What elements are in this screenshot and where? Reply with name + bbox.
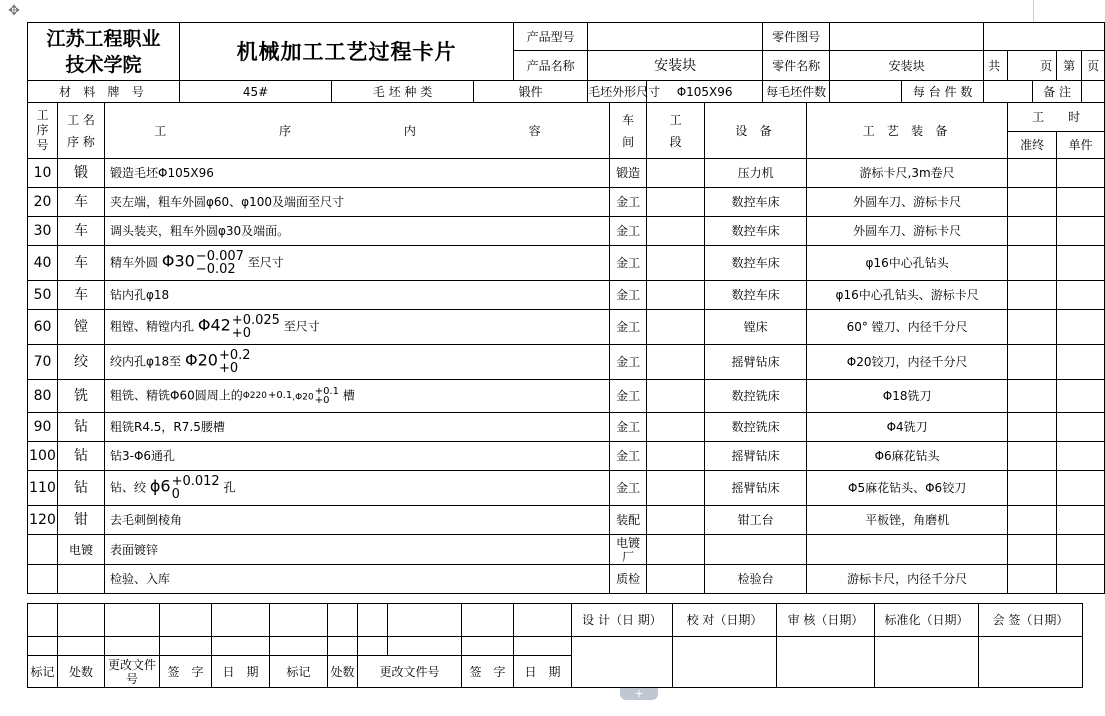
design-date-label: 设 计（日 期） xyxy=(572,604,673,637)
op-tooling: 60° 镗刀、内径千分尺 xyxy=(807,310,1008,345)
op-time-unit[interactable] xyxy=(1057,535,1105,565)
op-section[interactable] xyxy=(647,345,705,380)
op-time-prep[interactable] xyxy=(1008,471,1057,506)
op-section[interactable] xyxy=(647,380,705,413)
blank-dims-label: 毛坯外形尺寸 xyxy=(588,81,647,103)
op-section[interactable] xyxy=(647,413,705,442)
op-content[interactable]: 检验、入库 xyxy=(105,565,610,594)
col-op-no-header xyxy=(28,103,58,159)
op-time-prep[interactable] xyxy=(1008,217,1057,246)
op-content-post: 孔 xyxy=(223,480,236,495)
op-time-unit[interactable] xyxy=(1057,188,1105,217)
op-workshop: 金工 xyxy=(610,345,647,380)
tol-nominal: Φ20 xyxy=(185,350,218,370)
op-name: 车 xyxy=(58,217,105,246)
op-no xyxy=(28,535,58,565)
op-name: 车 xyxy=(58,188,105,217)
part-drawing-no-label: 零件图号 xyxy=(763,23,830,51)
op-equipment: 数控车床 xyxy=(705,217,807,246)
op-workshop: 金工 xyxy=(610,188,647,217)
op-equipment: 数控车床 xyxy=(705,188,807,217)
check-date-label: 校 对（日期） xyxy=(673,604,777,637)
op-content[interactable] xyxy=(105,345,610,380)
op-content[interactable] xyxy=(105,310,610,345)
op-equipment: 数控铣床 xyxy=(705,380,807,413)
op-time-unit[interactable] xyxy=(1057,246,1105,281)
op-time-unit[interactable] xyxy=(1057,281,1105,310)
op-workshop: 锻造 xyxy=(610,159,647,188)
tol-upper: +0.2 xyxy=(218,348,251,363)
col-equipment-header: 设 备 xyxy=(705,103,807,159)
op-section[interactable] xyxy=(647,246,705,281)
op-time-unit[interactable] xyxy=(1057,217,1105,246)
op-workshop: 金工 xyxy=(610,471,647,506)
col-section-header-1: 工 xyxy=(669,112,682,127)
op-tooling: Φ18铣刀 xyxy=(807,380,1008,413)
col-op-no-header-1: 工 xyxy=(36,108,49,122)
pieces-per-machine-value[interactable] xyxy=(984,81,1033,103)
process-card-table xyxy=(27,22,1105,594)
op-equipment: 镗床 xyxy=(705,310,807,345)
op-no: 100 xyxy=(28,442,58,471)
op-workshop: 装配 xyxy=(610,506,647,535)
op-time-prep[interactable] xyxy=(1008,565,1057,594)
op-equipment: 数控车床 xyxy=(705,246,807,281)
date-label: 日 期 xyxy=(212,656,270,688)
op-no: 10 xyxy=(28,159,58,188)
op-tooling: Φ4铣刀 xyxy=(807,413,1008,442)
tol-lower: 0 xyxy=(171,487,180,502)
review-date-label: 审 核（日期） xyxy=(777,604,875,637)
sig-cell[interactable] xyxy=(462,604,514,637)
op-workshop: 金工 xyxy=(610,217,647,246)
pieces-per-blank-label: 每毛坯件数 xyxy=(763,81,830,103)
op-content[interactable]: 粗铣R4.5，R7.5腰槽 xyxy=(105,413,610,442)
op-tooling: Φ6麻花钻头 xyxy=(807,442,1008,471)
col-op-name-header-1: 工 名 xyxy=(67,112,95,127)
op-equipment: 压力机 xyxy=(705,159,807,188)
op-time-prep[interactable] xyxy=(1008,442,1057,471)
total-label: 共 xyxy=(984,51,1008,81)
sig-cell[interactable] xyxy=(212,637,270,656)
op-time-unit[interactable] xyxy=(1057,442,1105,471)
tol-lower: +0 xyxy=(231,326,251,341)
col-time-prep-header: 准终 xyxy=(1008,132,1057,159)
op-content[interactable]: 去毛刺倒棱角 xyxy=(105,506,610,535)
col-workshop-header-1: 车 xyxy=(622,112,635,127)
count-label-2: 处数 xyxy=(328,656,358,688)
op-tooling: 游标卡尺,3m卷尺 xyxy=(807,159,1008,188)
op-content-pre: 绞内孔φ18至 xyxy=(110,354,182,369)
op-name: 镗 xyxy=(58,310,105,345)
check-sign-cell[interactable] xyxy=(673,637,777,688)
op-name: 车 xyxy=(58,246,105,281)
col-section-header-2: 段 xyxy=(669,134,682,149)
op-content-pre: 粗镗、精镗内孔 xyxy=(110,319,195,334)
col-section-header xyxy=(647,103,705,159)
sig-cell[interactable] xyxy=(270,637,328,656)
op-tooling: 外圆车刀、游标卡尺 xyxy=(807,217,1008,246)
tol-upper: −0.007 xyxy=(195,249,244,264)
op-equipment: 数控车床 xyxy=(705,281,807,310)
op-time-prep[interactable] xyxy=(1008,380,1057,413)
table-row xyxy=(28,188,1105,217)
op-name: 铣 xyxy=(58,380,105,413)
tol-nominal: Φ42 xyxy=(197,315,231,335)
op-time-prep[interactable] xyxy=(1008,246,1057,281)
tolerance-dimension xyxy=(198,314,280,340)
sig-cell[interactable] xyxy=(160,604,212,637)
op-content-post: 至尺寸 xyxy=(283,319,320,334)
op-name: 钳 xyxy=(58,506,105,535)
op-workshop: 金工 xyxy=(610,380,647,413)
op-section[interactable] xyxy=(647,535,705,565)
sig-cell[interactable] xyxy=(28,604,58,637)
sig-cell[interactable] xyxy=(388,637,462,656)
col-workshop-header-2: 间 xyxy=(622,134,635,149)
sig-cell[interactable] xyxy=(388,604,462,637)
op-time-prep[interactable] xyxy=(1008,281,1057,310)
table-row xyxy=(28,281,1105,310)
pieces-per-blank-value[interactable] xyxy=(830,81,902,103)
table-row xyxy=(28,535,1105,565)
sig-cell[interactable] xyxy=(328,604,358,637)
op-no: 60 xyxy=(28,310,58,345)
table-row xyxy=(28,159,1105,188)
blank-dims-value[interactable]: Φ105X96 xyxy=(647,81,763,103)
op-tooling: φ16中心孔钻头 xyxy=(807,246,1008,281)
op-name: 绞 xyxy=(58,345,105,380)
op-workshop: 电镀厂 xyxy=(610,535,647,565)
op-time-unit[interactable] xyxy=(1057,565,1105,594)
sig-cell[interactable] xyxy=(160,637,212,656)
tolerance-dimension xyxy=(243,390,293,402)
op-workshop: 金工 xyxy=(610,246,647,281)
table-row xyxy=(28,471,1105,506)
sig-cell[interactable] xyxy=(328,637,358,656)
school-name-line1: 江苏工程职业 xyxy=(46,27,161,50)
op-content-post: 槽 xyxy=(342,388,355,403)
col-op-content-header: 工 序 内 容 xyxy=(105,103,610,159)
op-content[interactable]: 钻内孔φ18 xyxy=(105,281,610,310)
blank-type-label: 毛 坯 种 类 xyxy=(332,81,474,103)
tol-nominal: Φ220 xyxy=(242,391,267,401)
product-model-value[interactable] xyxy=(588,23,763,51)
op-equipment: 摇臂钻床 xyxy=(705,345,807,380)
op-tooling: 平板锉，角磨机 xyxy=(807,506,1008,535)
tol2-upper: +0.1 xyxy=(314,386,339,397)
card-title: 机械加工工艺过程卡片 xyxy=(180,23,514,81)
table-row xyxy=(28,413,1105,442)
op-section[interactable] xyxy=(647,506,705,535)
op-content[interactable]: 锻造毛坯Φ105X96 xyxy=(105,159,610,188)
op-no: 110 xyxy=(28,471,58,506)
school-name-cell xyxy=(28,23,180,81)
tol-lower: +0 xyxy=(218,361,239,376)
op-content-pre: 粗铣、精铣Φ60圆周上的 xyxy=(110,388,243,403)
remark-label: 备 注 xyxy=(1033,81,1082,103)
op-section[interactable] xyxy=(647,565,705,594)
op-time-prep[interactable] xyxy=(1008,535,1057,565)
op-workshop: 金工 xyxy=(610,310,647,345)
sig-cell[interactable] xyxy=(28,637,58,656)
blank-type-value[interactable]: 锻件 xyxy=(474,81,588,103)
op-time-prep[interactable] xyxy=(1008,345,1057,380)
table-row xyxy=(28,442,1105,471)
op-content[interactable] xyxy=(105,380,610,413)
tolerance-dimension-2 xyxy=(314,387,339,405)
op-time-unit[interactable] xyxy=(1057,413,1105,442)
op-time-prep[interactable] xyxy=(1008,413,1057,442)
tol-upper: +0.012 xyxy=(171,474,220,489)
tolerance-dimension xyxy=(162,250,244,276)
sig-cell[interactable] xyxy=(514,604,572,637)
tol-lower: −0.02 xyxy=(195,262,236,277)
op-equipment: 数控铣床 xyxy=(705,413,807,442)
tol-nominal: ϕ6 xyxy=(149,476,171,496)
op-name: 钻 xyxy=(58,413,105,442)
count-label: 处数 xyxy=(58,656,105,688)
op-time-unit[interactable] xyxy=(1057,506,1105,535)
col-workshop-header xyxy=(610,103,647,159)
op-tooling: Φ20铰刀，内径千分尺 xyxy=(807,345,1008,380)
sig-cell[interactable] xyxy=(58,637,105,656)
tolerance-dimension xyxy=(150,475,220,501)
current-page-label[interactable]: 页 xyxy=(1082,51,1105,81)
op-section[interactable] xyxy=(647,188,705,217)
op-time-prep[interactable] xyxy=(1008,506,1057,535)
sig-cell[interactable] xyxy=(105,637,160,656)
op-content[interactable]: 表面镀锌 xyxy=(105,535,610,565)
change-doc-label: 更改文件号 xyxy=(105,656,160,688)
op-content[interactable]: 夹左端，粗车外圆φ60、φ100及端面至尺寸 xyxy=(105,188,610,217)
mark-label-2: 标记 xyxy=(270,656,328,688)
sig-cell[interactable] xyxy=(58,604,105,637)
op-equipment: 钳工台 xyxy=(705,506,807,535)
op-no: 20 xyxy=(28,188,58,217)
col-op-name-header-2: 序 称 xyxy=(67,134,95,149)
op-equipment: 摇臂钻床 xyxy=(705,471,807,506)
op-time-prep[interactable] xyxy=(1008,188,1057,217)
op-name: 钻 xyxy=(58,442,105,471)
part-name-label: 零件名称 xyxy=(763,51,830,81)
table-row xyxy=(28,246,1105,281)
op-equipment xyxy=(705,535,807,565)
tolerance-dimension xyxy=(185,349,251,375)
sheet-label: 第 xyxy=(1057,51,1082,81)
op-section[interactable] xyxy=(647,159,705,188)
part-drawing-no-value[interactable] xyxy=(830,23,984,51)
op-time-unit[interactable] xyxy=(1057,345,1105,380)
sig-cell[interactable] xyxy=(212,604,270,637)
remark-value[interactable] xyxy=(1082,81,1105,103)
op-equipment: 检验台 xyxy=(705,565,807,594)
op-content[interactable]: 调头装夹，粗车外圆φ30及端面。 xyxy=(105,217,610,246)
school-name-line2: 技术学院 xyxy=(65,53,142,76)
op-no: 40 xyxy=(28,246,58,281)
tol2-lower: +0 xyxy=(314,395,330,406)
table-row xyxy=(28,217,1105,246)
op-section[interactable] xyxy=(647,217,705,246)
op-time-prep[interactable] xyxy=(1008,310,1057,345)
tol-upper: +0.025 xyxy=(231,313,280,328)
op-content[interactable] xyxy=(105,471,610,506)
op-content-post: 至尺寸 xyxy=(247,255,284,270)
op-time-prep[interactable] xyxy=(1008,159,1057,188)
standard-date-label: 标准化（日期） xyxy=(875,604,979,637)
op-name: 车 xyxy=(58,281,105,310)
header-blank-cell[interactable] xyxy=(984,23,1105,51)
product-model-label: 产品型号 xyxy=(514,23,588,51)
sig-cell[interactable] xyxy=(358,604,388,637)
op-time-unit[interactable] xyxy=(1057,380,1105,413)
tol-nominal: Φ30 xyxy=(161,251,195,271)
op-section[interactable] xyxy=(647,442,705,471)
table-row xyxy=(28,380,1105,413)
sig-cell[interactable] xyxy=(514,637,572,656)
table-row xyxy=(28,345,1105,380)
countersign-date-label: 会 签（日期） xyxy=(979,604,1083,637)
op-no: 70 xyxy=(28,345,58,380)
page-margin-line xyxy=(1033,0,1034,22)
signature-table xyxy=(27,603,1083,688)
op-no: 90 xyxy=(28,413,58,442)
col-op-name-header xyxy=(58,103,105,159)
table-row xyxy=(28,506,1105,535)
sig-cell[interactable] xyxy=(105,604,160,637)
op-tooling: Φ5麻花钻头、Φ6铰刀 xyxy=(807,471,1008,506)
table-row xyxy=(28,310,1105,345)
review-sign-cell[interactable] xyxy=(777,637,875,688)
sig-cell[interactable] xyxy=(462,637,514,656)
op-section[interactable] xyxy=(647,471,705,506)
op-tooling xyxy=(807,535,1008,565)
op-content[interactable]: 钻3-Φ6通孔 xyxy=(105,442,610,471)
mark-label: 标记 xyxy=(28,656,58,688)
total-pages-label[interactable]: 页 xyxy=(1008,51,1057,81)
sign-label-2: 签 字 xyxy=(462,656,514,688)
op-section[interactable] xyxy=(647,310,705,345)
op-tooling: φ16中心孔钻头、游标卡尺 xyxy=(807,281,1008,310)
table-move-handle-icon[interactable]: ✥ xyxy=(8,3,20,19)
part-name-value[interactable]: 安装块 xyxy=(830,51,984,81)
op-content-pre: 精车外圆 xyxy=(110,255,159,270)
op-no: 120 xyxy=(28,506,58,535)
expand-plus-icon[interactable]: + xyxy=(620,688,658,700)
col-time-header: 工 时 xyxy=(1008,103,1105,132)
op-time-unit[interactable] xyxy=(1057,159,1105,188)
op-workshop: 金工 xyxy=(610,413,647,442)
op-no: 80 xyxy=(28,380,58,413)
product-name-value[interactable]: 安装块 xyxy=(588,51,763,81)
design-sign-cell[interactable] xyxy=(572,637,673,688)
op-content-mid: ,Φ20 xyxy=(292,392,314,403)
material-grade-label: 材 料 牌 号 xyxy=(28,81,180,103)
op-workshop: 金工 xyxy=(610,442,647,471)
sign-label: 签 字 xyxy=(160,656,212,688)
col-op-no-header-3: 号 xyxy=(36,138,49,152)
pieces-per-machine-label: 每 台 件 数 xyxy=(902,81,984,103)
op-name: 钻 xyxy=(58,471,105,506)
standard-sign-cell[interactable] xyxy=(875,637,979,688)
countersign-sign-cell[interactable] xyxy=(979,637,1083,688)
sig-cell[interactable] xyxy=(358,637,388,656)
op-name xyxy=(58,565,105,594)
op-tooling: 外圆车刀、游标卡尺 xyxy=(807,188,1008,217)
op-time-unit[interactable] xyxy=(1057,310,1105,345)
op-name: 锻 xyxy=(58,159,105,188)
op-time-unit[interactable] xyxy=(1057,471,1105,506)
material-grade-value[interactable]: 45# xyxy=(180,81,332,103)
op-no xyxy=(28,565,58,594)
op-no: 30 xyxy=(28,217,58,246)
tol-upper: +0.1 xyxy=(267,390,293,401)
date-label-2: 日 期 xyxy=(514,656,572,688)
op-section[interactable] xyxy=(647,281,705,310)
col-time-unit-header: 单件 xyxy=(1057,132,1105,159)
op-tooling: 游标卡尺，内径千分尺 xyxy=(807,565,1008,594)
change-doc-label-2: 更改文件号 xyxy=(358,656,462,688)
col-tooling-header: 工 艺 装 备 xyxy=(807,103,1008,159)
op-workshop: 金工 xyxy=(610,281,647,310)
op-name: 电镀 xyxy=(58,535,105,565)
op-no: 50 xyxy=(28,281,58,310)
product-name-label: 产品名称 xyxy=(514,51,588,81)
op-equipment: 摇臂钻床 xyxy=(705,442,807,471)
sig-cell[interactable] xyxy=(270,604,328,637)
op-content[interactable] xyxy=(105,246,610,281)
table-row xyxy=(28,565,1105,594)
op-content-pre: 钻、绞 xyxy=(110,480,147,495)
col-op-no-header-2: 序 xyxy=(36,123,49,137)
op-workshop: 质检 xyxy=(610,565,647,594)
